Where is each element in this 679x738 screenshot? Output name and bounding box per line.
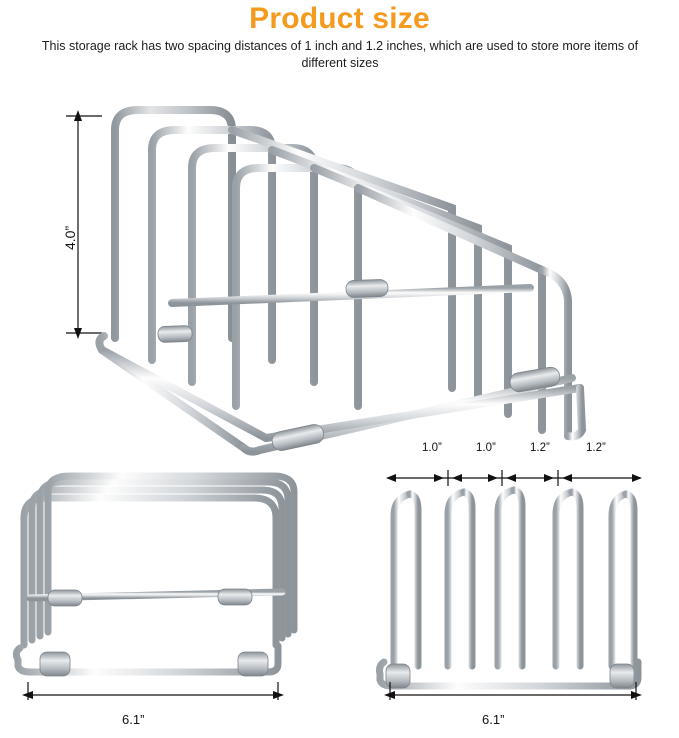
rack-depth-rails [232,130,542,430]
slot-label-2: 1.0” [476,442,496,454]
slot-label-1: 1.0” [422,442,442,454]
front-width-label: 6.1” [482,712,505,727]
height-dimension-arrow [66,110,102,339]
perspective-view-drawing [60,88,620,468]
page-title: Product size [249,2,430,35]
slot-label-3: 1.2” [530,442,550,454]
side-view-figure [10,470,320,700]
perspective-view-figure [60,88,620,468]
front-view-figure [370,470,660,700]
page-subtitle: This storage rack has two spacing distances of 1 inch and 1.2 inches, which are used to store more items of different sizes [41,39,639,70]
slot-spacing-dimensions [386,470,642,486]
height-dimension-label: 4.0” [62,225,78,250]
slot-label-4: 1.2” [586,442,606,454]
front-view-drawing [370,470,660,700]
side-view-drawing [10,470,320,700]
rack-arches [115,110,358,406]
side-width-dimension-arrow [22,682,284,700]
side-width-label: 6.1” [122,712,145,727]
